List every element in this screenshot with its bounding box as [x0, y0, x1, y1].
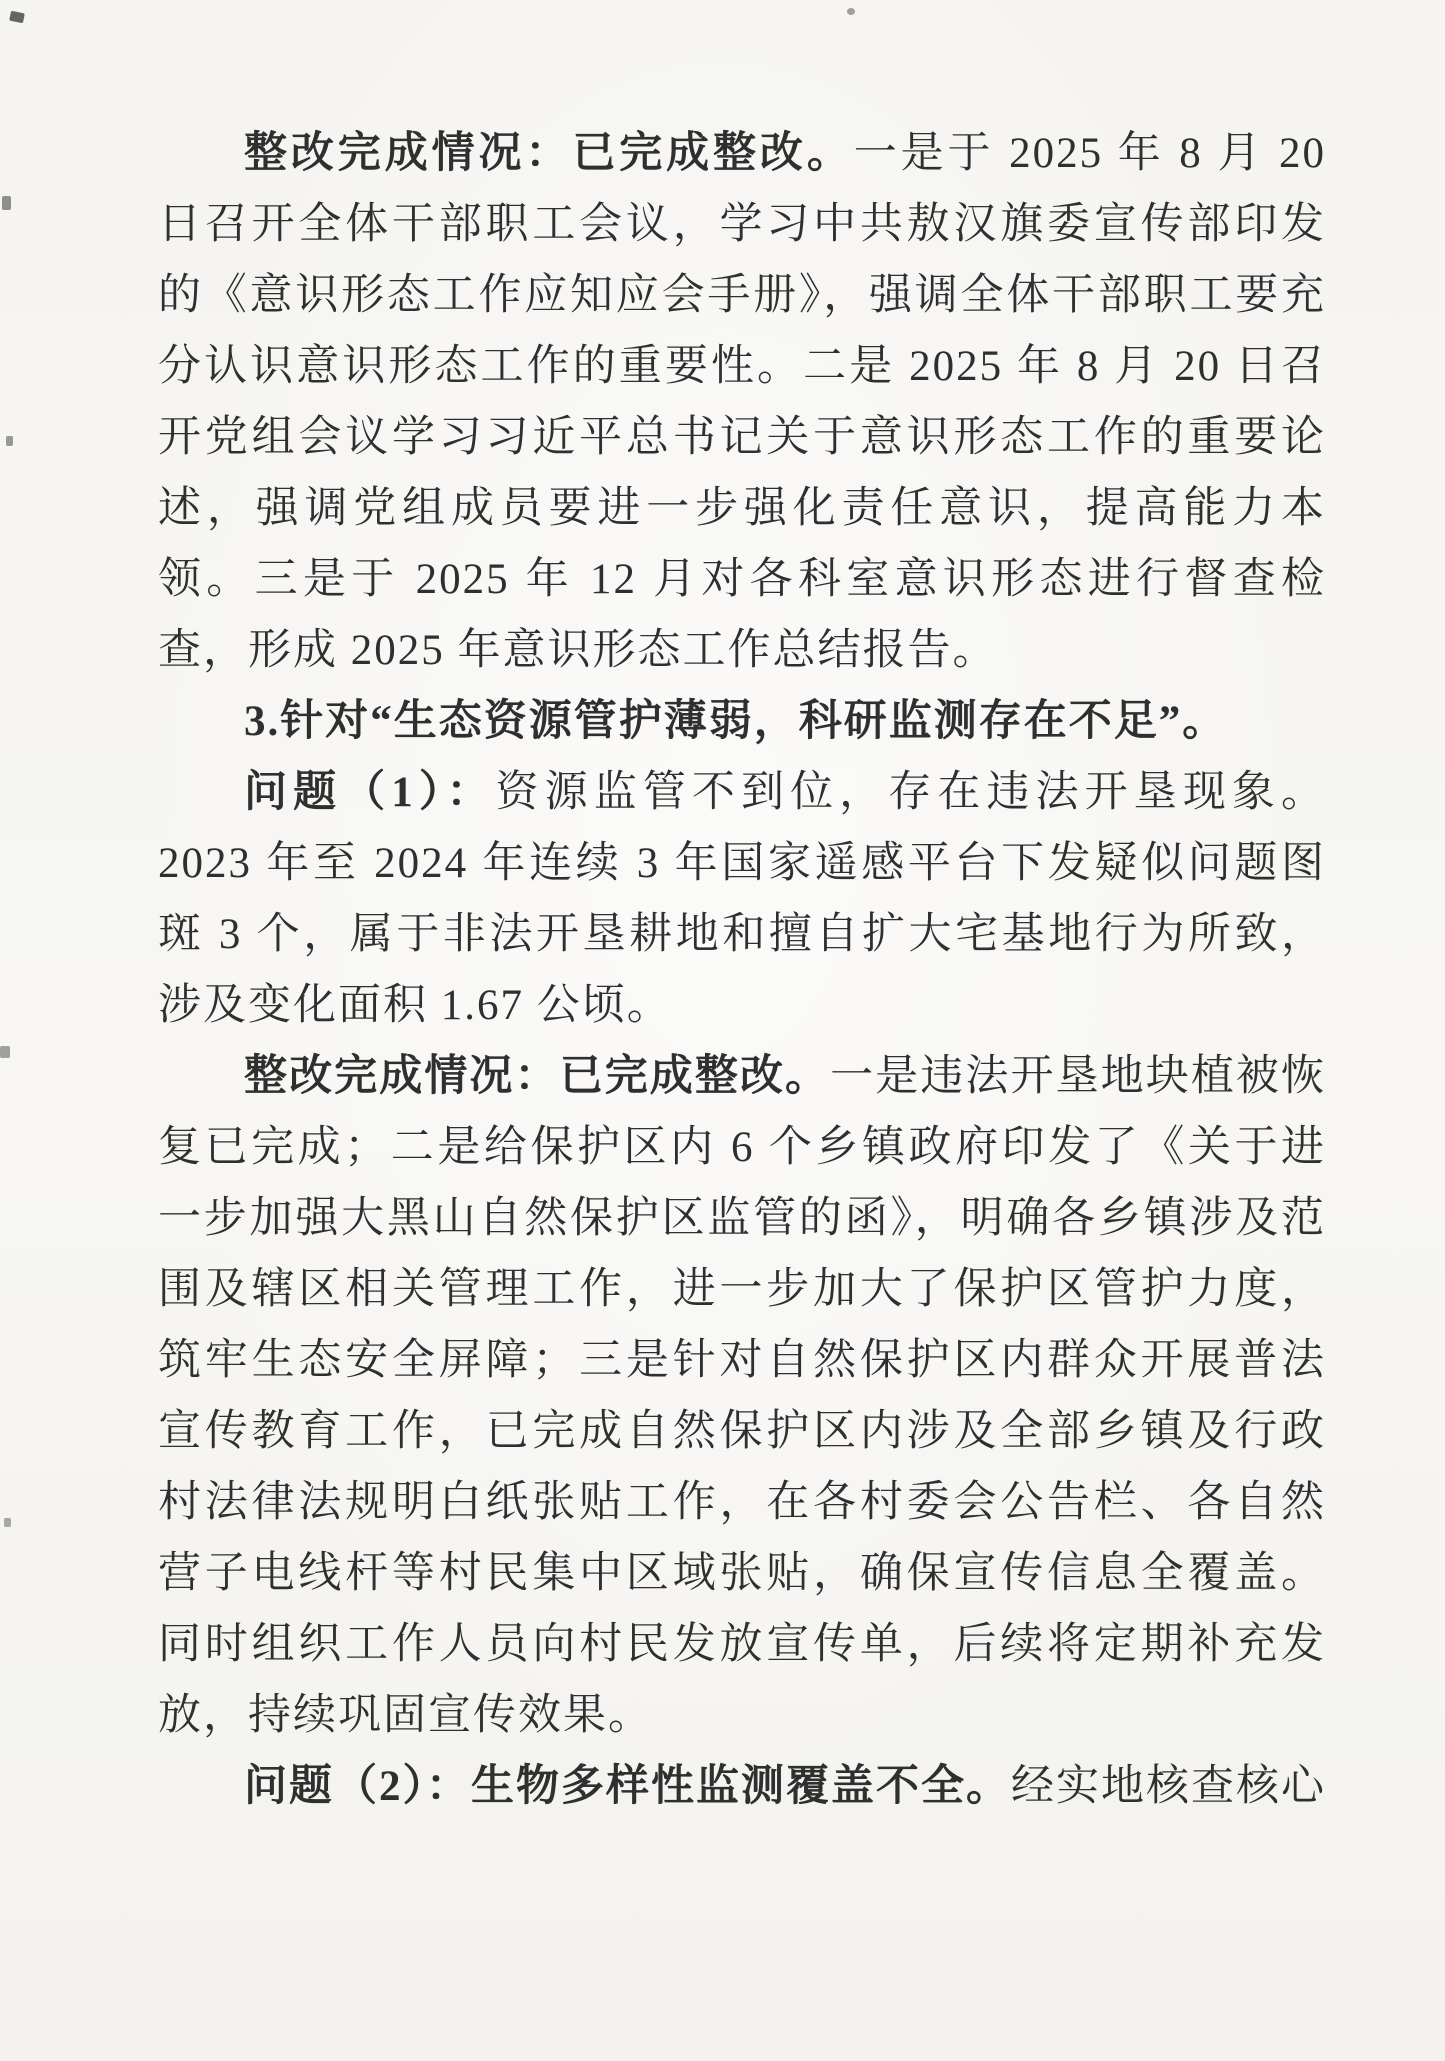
text-run: 整改完成情况：已完成整改。: [244, 130, 854, 177]
text-run: 问题（1）：: [244, 769, 496, 816]
section-heading: [158, 686, 1326, 757]
paragraph: [158, 757, 1326, 1041]
text-run: 一是违法开垦地块植被恢复已完成；二是给保护区内 6 个乡镇政府印发了《关于进一步加强大黑山自然保护区监管的函》，明确各乡镇涉及范围及辖区相关管理工作，进一步加大了保护区管护力度，筑牢生态安全屏障；三是针对自然保护区内群众开展普法宣传教育工作，已完成自然保护区内涉及全部乡镇及行政村法律法规明白纸张贴工作，在各村委会公告栏、各自然营子电线杆等村民集中区域张贴，确保宣传信息全覆盖。同时组织工作人员向村民发放宣传单，后续将定期补充发放，持续巩固宣传效果。: [158, 1053, 1327, 1739]
paragraph: [158, 1041, 1326, 1751]
text-run: 一是于 2025 年 8 月 20 日召开全体干部职工会议，学习中共敖汉旗委宣传部印发的《意识形态工作应知应会手册》，强调全体干部职工要充分认识意识形态工作的重要性。二是 2025 年 8 月 20 日召开党组会议学习习近平总书记关于意识形态工作的重要论述，强调党组成员要进一步强化责任意识，提高能力本领。三是于 2025 年 12 月对各科室意识形态进行督查检查，形成 2025 年意识形态工作总结报告。: [158, 130, 1327, 674]
scan-artifact: [2, 196, 11, 210]
scan-artifact: [0, 1046, 10, 1058]
paragraph: [158, 118, 1326, 686]
scan-artifact: [6, 436, 13, 446]
text-run: 问题（2）：生物多样性监测覆盖不全。: [244, 1763, 1011, 1810]
text-run: 资源监管不到位，存在违法开垦现象。2023 年至 2024 年连续 3 年国家遥感平台下发疑似问题图斑 3 个，属于非法开垦耕地和擅自扩大宅基地行为所致，涉及变化面积 1.67 公顷。: [158, 769, 1327, 1029]
text-run: 3.针对“生态资源管护薄弱，科研监测存在不足”。: [244, 698, 1228, 745]
scan-artifact: [4, 1518, 11, 1527]
scan-artifact: [847, 8, 855, 15]
paragraph: [158, 1751, 1326, 1822]
scan-artifact: [9, 11, 25, 24]
text-run: 整改完成情况：已完成整改。: [244, 1053, 831, 1100]
text-run: 经实地核查核心: [1011, 1763, 1326, 1810]
document-body: [158, 118, 1326, 1822]
